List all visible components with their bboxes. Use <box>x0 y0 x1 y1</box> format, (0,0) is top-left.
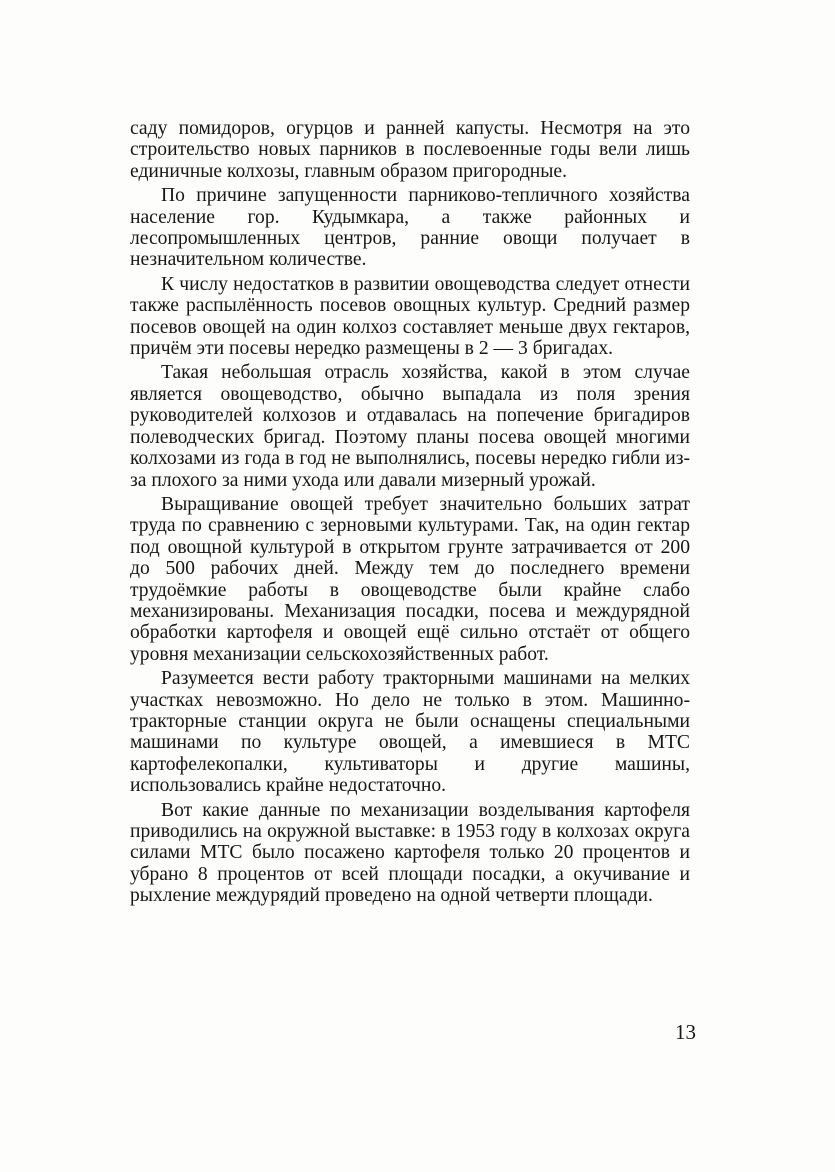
paragraph-2: По причине запущенности парниково-тепличного хозяйства население гор. Кудымкара, а также районных и лесопромышленных центров, ранние овощи получает в незначительном количестве. <box>130 185 690 271</box>
page-number: 13 <box>675 1020 696 1044</box>
paragraph-1: саду помидоров, огурцов и ранней капусты. Несмотря на это строительство новых парников в послевоенные годы вели лишь единичные колхозы, главным образом пригородные. <box>130 118 690 182</box>
paragraph-4: Такая небольшая отрасль хозяйства, какой в этом случае является овощеводство, обычно выпадала из поля зрения руководителей колхозов и отдавалась на попечение бригадиров полеводческих бригад. Поэтому планы посева овощей многими колхозами из года в год не выполнялись, посевы нередко гибли из-за плохого за ними ухода или давали мизерный урожай. <box>130 362 690 491</box>
page-text <box>130 118 690 907</box>
paragraph-5: Выращивание овощей требует значительно больших затрат труда по сравнению с зерновыми культурами. Так, на один гектар под овощной культурой в открытом грунте затрачивается от 200 до 500 рабочих дней. Между тем до последнего времени трудоёмкие работы в овощеводстве были крайне слабо механизированы. Механизация посадки, посева и междурядной обработки картофеля и овощей ещё сильно отстаёт от общего уровня механизации сельскохозяйственных работ. <box>130 493 690 665</box>
paragraph-3: К числу недостатков в развитии овощеводства следует отнести также распылённость посевов овощных культур. Средний размер посевов овощей на один колхоз составляет меньше двух гектаров, причём эти посевы нередко размещены в 2 — 3 бригадах. <box>130 273 690 360</box>
paragraph-6: Разумеется вести работу тракторными машинами на мелких участках невозможно. Но дело не только в этом. Машинно-тракторные станции округа не были оснащены специальными машинами по культуре овощей, а имевшиеся в МТС картофелекопалки, культиваторы и другие машины, использовались крайне недостаточно. <box>130 668 690 797</box>
paragraph-7: Вот какие данные по механизации возделывания картофеля приводились на окружной выставке: в 1953 году в колхозах округа силами МТС было посажено картофеля только 20 процентов и убрано 8 процентов от всей площади посадки, а окучивание и рыхление междурядий проведено на одной четверти площади. <box>130 799 690 907</box>
